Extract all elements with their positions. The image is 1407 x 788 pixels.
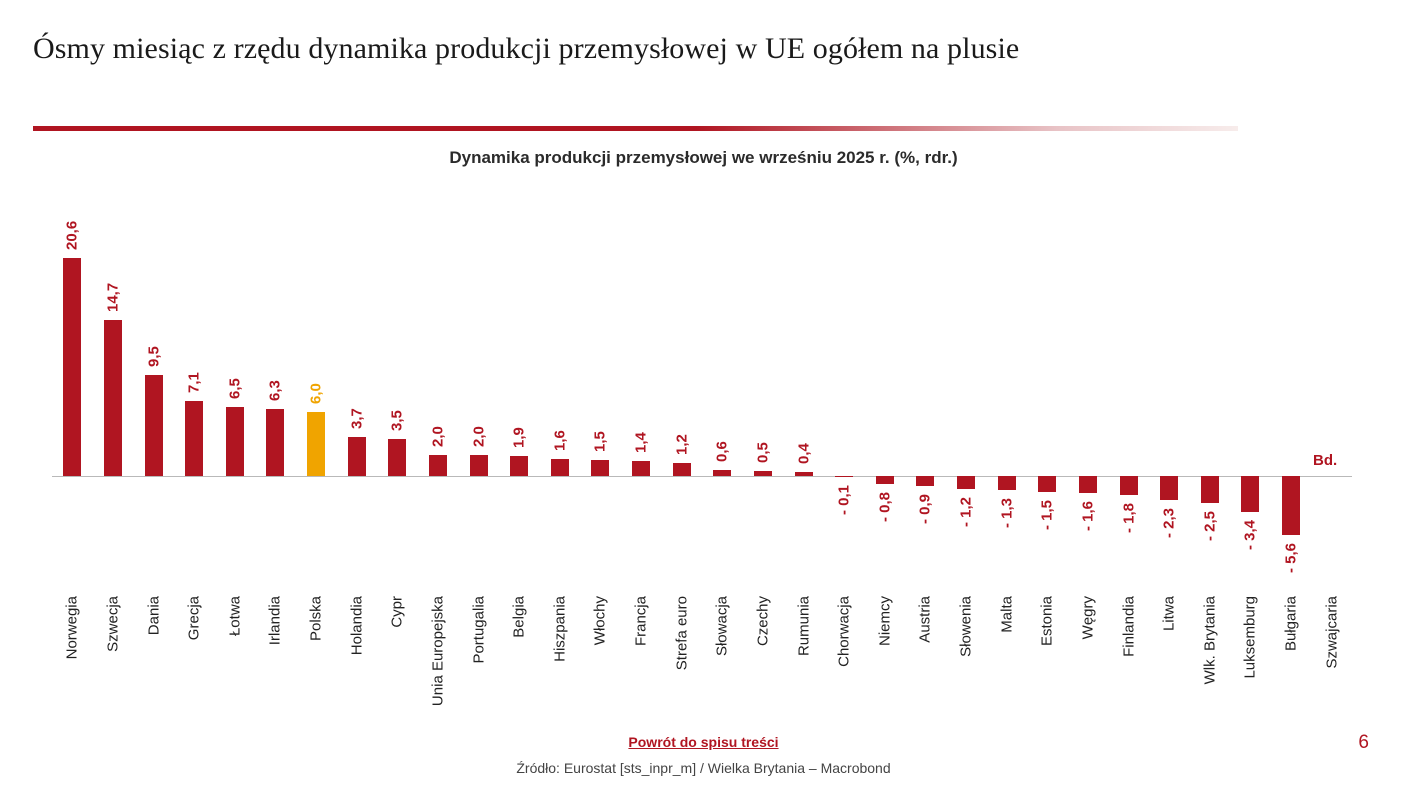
category-label: Łotwa bbox=[226, 596, 244, 637]
bar-group bbox=[499, 186, 540, 638]
category-label: Czechy bbox=[754, 596, 772, 647]
bar-value-label: 1,4 bbox=[632, 432, 650, 454]
chart-title: Dynamika produkcji przemysłowej we wrześniu 2025 r. (%, rdr.) bbox=[449, 148, 958, 167]
bar-group bbox=[336, 186, 377, 656]
bar-group bbox=[1027, 186, 1068, 647]
category-label: Finlandia bbox=[1120, 596, 1138, 657]
bar-chart bbox=[52, 186, 1352, 707]
title-divider bbox=[33, 126, 1238, 131]
bar-value-label: - 1,2 bbox=[957, 496, 975, 527]
bar-value-label: - 3,4 bbox=[1241, 520, 1259, 551]
bar bbox=[957, 476, 975, 489]
category-label: Litwa bbox=[1160, 596, 1178, 632]
bar-value-label: 0,4 bbox=[795, 442, 813, 464]
bar bbox=[754, 471, 772, 476]
bar-group bbox=[133, 186, 174, 636]
bar bbox=[673, 463, 691, 476]
category-label: Bułgaria bbox=[1282, 596, 1300, 652]
bar bbox=[591, 460, 609, 476]
bar-value-label: 6,0 bbox=[307, 383, 325, 405]
bar-group bbox=[1149, 186, 1190, 632]
bar-value-label: 9,5 bbox=[145, 346, 163, 368]
source-note: Źródło: Eurostat [sts_inpr_m] / Wielka Brytania – Macrobond bbox=[516, 760, 891, 776]
bar bbox=[510, 456, 528, 476]
bar-group bbox=[1190, 186, 1231, 685]
category-label: Hiszpania bbox=[551, 596, 569, 662]
bar-value-label: 6,5 bbox=[226, 378, 244, 400]
bar bbox=[713, 470, 731, 476]
bar-group bbox=[905, 186, 946, 643]
bar-group bbox=[865, 186, 906, 647]
bar-value-label: - 5,6 bbox=[1282, 543, 1300, 574]
bar-value-label: 2,0 bbox=[429, 425, 447, 447]
bar-group bbox=[580, 186, 621, 646]
category-label: Wlk. Brytania bbox=[1201, 596, 1219, 685]
bar-value-label: 1,5 bbox=[591, 431, 609, 453]
bar bbox=[1201, 476, 1219, 503]
category-label: Norwegia bbox=[63, 596, 81, 660]
bar-value-label: 3,5 bbox=[388, 410, 406, 431]
bar-value-label: 20,6 bbox=[63, 220, 81, 250]
bar-group bbox=[1230, 186, 1271, 679]
bar bbox=[470, 455, 488, 476]
bar-group bbox=[1108, 186, 1149, 657]
bar-group bbox=[255, 186, 296, 646]
category-label: Holandia bbox=[348, 596, 366, 656]
bar-group bbox=[743, 186, 784, 647]
bar-group bbox=[661, 186, 702, 671]
bar bbox=[266, 409, 284, 476]
bar bbox=[104, 320, 122, 476]
back-to-contents-link[interactable]: Powrót do spisu treści bbox=[628, 734, 779, 750]
bar bbox=[916, 476, 934, 486]
category-label: Niemcy bbox=[876, 596, 894, 647]
bar-value-label: - 0,8 bbox=[876, 492, 894, 523]
bar-group bbox=[174, 186, 215, 641]
category-label: Węgry bbox=[1079, 596, 1097, 640]
bar bbox=[835, 476, 853, 477]
bar-group bbox=[824, 186, 865, 667]
category-label: Strefa euro bbox=[673, 596, 691, 671]
bar-group bbox=[946, 186, 987, 657]
bar bbox=[429, 455, 447, 476]
category-label: Rumunia bbox=[795, 596, 813, 657]
bar-value-label: - 1,3 bbox=[998, 497, 1016, 528]
category-label: Szwajcaria bbox=[1323, 596, 1341, 669]
bar-group bbox=[52, 186, 93, 660]
bar-value-label: 14,7 bbox=[104, 282, 122, 313]
bar-value-label: 7,1 bbox=[185, 371, 203, 393]
bar-value-label: 0,6 bbox=[713, 440, 731, 462]
category-label: Słowacja bbox=[713, 596, 731, 657]
bar-value-label: - 0,1 bbox=[835, 485, 853, 516]
bar-group bbox=[1271, 186, 1312, 652]
category-label: Grecja bbox=[185, 596, 203, 641]
bar-value-label: 1,2 bbox=[673, 434, 691, 456]
category-label: Szwecja bbox=[104, 596, 122, 652]
bar-group bbox=[296, 186, 337, 642]
bar-group bbox=[215, 186, 256, 637]
bd-label: Bd. bbox=[1313, 452, 1338, 469]
category-label: Unia Europejska bbox=[429, 596, 447, 707]
bar-group bbox=[986, 186, 1027, 633]
page-title: Ósmy miesiąc z rzędu dynamika produkcji przemysłowej w UE ogółem na plusie bbox=[33, 32, 1020, 65]
bar bbox=[63, 258, 81, 476]
bar-value-label: 0,5 bbox=[754, 441, 772, 463]
category-label: Austria bbox=[916, 596, 934, 643]
bar-group bbox=[1311, 186, 1352, 669]
bar-value-label: - 1,8 bbox=[1120, 503, 1138, 534]
page-number: 6 bbox=[1358, 732, 1369, 753]
bar-value-label: - 1,6 bbox=[1079, 500, 1097, 531]
category-label: Belgia bbox=[510, 596, 528, 638]
category-label: Cypr bbox=[388, 596, 406, 628]
bar-group bbox=[418, 186, 459, 707]
category-label: Dania bbox=[145, 596, 163, 636]
bar-group bbox=[540, 186, 581, 662]
bar bbox=[1241, 476, 1259, 512]
category-label: Irlandia bbox=[266, 596, 284, 646]
bar-value-label: - 1,5 bbox=[1038, 499, 1056, 530]
bar-value-label: - 2,3 bbox=[1160, 508, 1178, 539]
category-label: Portugalia bbox=[470, 596, 488, 664]
bar bbox=[307, 412, 325, 476]
bar-group bbox=[783, 186, 824, 657]
bar-group bbox=[1068, 186, 1109, 640]
bar bbox=[1120, 476, 1138, 495]
bar bbox=[1038, 476, 1056, 492]
bar-value-label: 2,0 bbox=[470, 425, 488, 447]
bar-group bbox=[377, 186, 418, 628]
bar-value-label: 3,7 bbox=[348, 407, 366, 429]
bar bbox=[998, 476, 1016, 490]
category-label: Luksemburg bbox=[1241, 596, 1259, 679]
bar-value-label: - 2,5 bbox=[1201, 510, 1219, 541]
category-label: Francja bbox=[632, 596, 650, 647]
bar-value-label: - 0,9 bbox=[916, 493, 934, 524]
category-label: Chorwacja bbox=[835, 596, 853, 667]
category-label: Estonia bbox=[1038, 596, 1056, 647]
bar bbox=[348, 437, 366, 476]
category-label: Polska bbox=[307, 596, 325, 642]
bar-value-label: 1,9 bbox=[510, 427, 528, 448]
category-label: Włochy bbox=[591, 596, 609, 646]
category-label: Słowenia bbox=[957, 596, 975, 657]
bar bbox=[388, 439, 406, 476]
bar-value-label: 1,6 bbox=[551, 430, 569, 452]
bar bbox=[185, 401, 203, 476]
bar bbox=[1160, 476, 1178, 500]
bar bbox=[632, 461, 650, 476]
bar bbox=[876, 476, 894, 484]
bar-group bbox=[621, 186, 662, 647]
bar-group bbox=[93, 186, 134, 652]
bar bbox=[1282, 476, 1300, 535]
bar-group bbox=[702, 186, 743, 657]
bar bbox=[145, 375, 163, 476]
bar bbox=[1079, 476, 1097, 493]
bar bbox=[551, 459, 569, 476]
bar bbox=[795, 472, 813, 476]
bar-group bbox=[458, 186, 499, 664]
bar bbox=[226, 407, 244, 476]
category-label: Malta bbox=[998, 596, 1016, 633]
bar-value-label: 6,3 bbox=[266, 380, 284, 402]
